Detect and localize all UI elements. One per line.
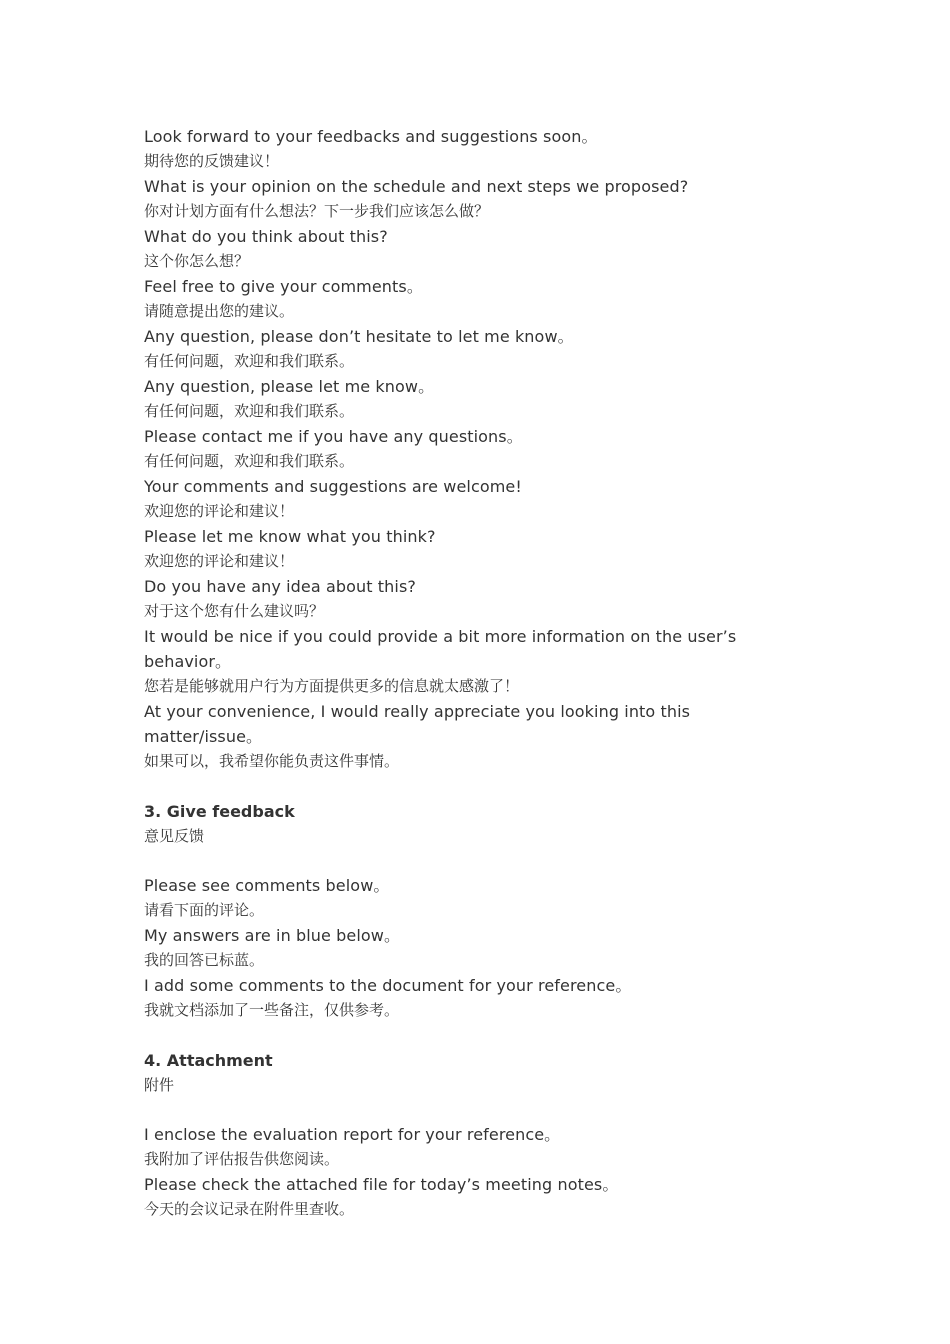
- phrase-en: What is your opinion on the schedule and next steps we proposed?: [144, 177, 689, 196]
- spacer: [144, 849, 784, 874]
- section-heading-zh: 意见反馈: [144, 826, 205, 845]
- section-attachment: [144, 1048, 784, 1223]
- spacer: [144, 1098, 784, 1123]
- phrase-en: My answers are in blue below。: [144, 926, 401, 945]
- phrase-zh: 欢迎您的评论和建议！: [144, 502, 295, 520]
- phrase-zh: 请看下面的评论。: [144, 901, 265, 919]
- phrase-en: Please let me know what you think?: [144, 527, 436, 546]
- section-heading-zh: 附件: [144, 1075, 175, 1094]
- phrase-en: Any question, please don’t hesitate to let me know。: [144, 327, 574, 346]
- phrase-en: I enclose the evaluation report for your reference。: [144, 1125, 561, 1144]
- phrase-en: Please contact me if you have any questions。: [144, 427, 523, 446]
- phrase-zh: 我就文档添加了一些备注，仅供参考。: [144, 1001, 400, 1019]
- phrase-zh: 请随意提出您的建议。: [144, 302, 295, 320]
- spacer: [144, 1023, 784, 1048]
- phrase-zh: 期待您的反馈建议！: [144, 152, 280, 170]
- section-give-feedback: [144, 799, 784, 1024]
- phrase-zh: 您若是能够就用户行为方面提供更多的信息就太感激了！: [144, 677, 520, 695]
- phrase-zh: 今天的会议记录在附件里查收。: [144, 1200, 355, 1218]
- phrase-en: Do you have any idea about this?: [144, 577, 416, 596]
- phrase-en: Please see comments below。: [144, 876, 390, 895]
- spacer: [144, 774, 784, 799]
- phrase-zh: 欢迎您的评论和建议！: [144, 552, 295, 570]
- phrase-zh: 有任何问题，欢迎和我们联系。: [144, 452, 355, 470]
- phrase-en: Feel free to give your comments。: [144, 277, 423, 296]
- phrase-list-section-2: [144, 124, 784, 774]
- phrase-en-line-2: behavior。: [144, 652, 232, 671]
- phrase-en-line-1: At your convenience, I would really appreciate you looking into this: [144, 702, 691, 721]
- phrase-en: Please check the attached file for today’s meeting notes。: [144, 1175, 619, 1194]
- phrase-en: What do you think about this?: [144, 227, 388, 246]
- phrase-en: Any question, please let me know。: [144, 377, 435, 396]
- phrase-en-line-1: It would be nice if you could provide a bit more information on the user’s: [144, 627, 737, 646]
- document-body: [144, 124, 784, 1222]
- phrase-en-line-2: matter/issue。: [144, 727, 263, 746]
- phrase-zh: 我附加了评估报告供您阅读。: [144, 1150, 340, 1168]
- section-heading: 4. Attachment: [144, 1050, 273, 1070]
- phrase-zh: 有任何问题，欢迎和我们联系。: [144, 402, 355, 420]
- phrase-zh: 对于这个您有什么建议吗？: [144, 602, 325, 620]
- section-heading: 3. Give feedback: [144, 801, 295, 821]
- phrase-zh: 你对计划方面有什么想法？下一步我们应该怎么做？: [144, 202, 490, 220]
- phrase-zh: 我的回答已标蓝。: [144, 951, 265, 969]
- phrase-zh: 有任何问题，欢迎和我们联系。: [144, 352, 355, 370]
- phrase-en: Your comments and suggestions are welcome!: [144, 477, 522, 496]
- phrase-zh: 这个你怎么想？: [144, 252, 250, 270]
- phrase-en: I add some comments to the document for your reference。: [144, 976, 632, 995]
- phrase-zh: 如果可以，我希望你能负责这件事情。: [144, 752, 400, 770]
- phrase-en: Look forward to your feedbacks and suggestions soon。: [144, 127, 598, 146]
